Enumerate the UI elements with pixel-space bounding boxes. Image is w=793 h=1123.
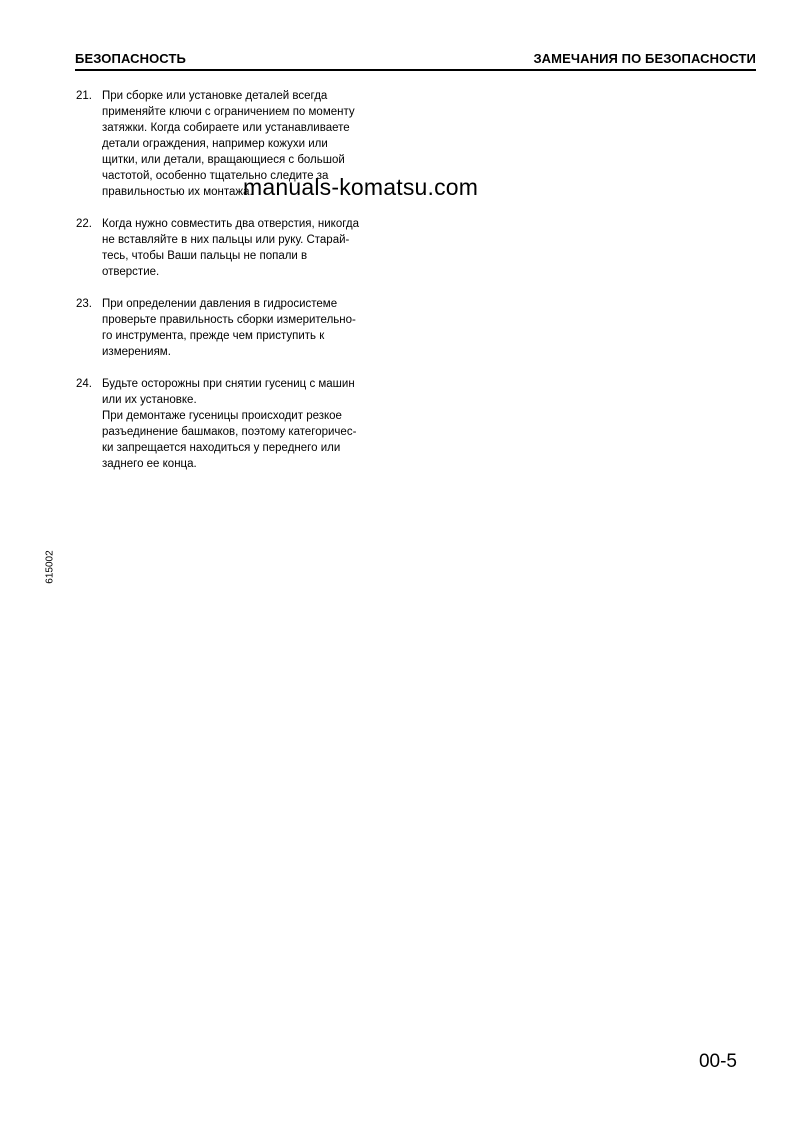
item-text-line: При сборке или установке деталей всегда	[102, 90, 328, 102]
item-text-line: заднего ее конца.	[102, 458, 197, 470]
item-text-line: или их установке.	[102, 394, 197, 406]
document-code-text: 615002	[44, 550, 56, 584]
page-header	[75, 49, 756, 71]
item-text-line: затяжки. Когда собираете или устанавливаете	[102, 122, 350, 134]
item-number: 21.	[76, 90, 92, 102]
item-text-line: частотой, особенно тщательно следите за	[102, 170, 329, 182]
item-text-line: тесь, чтобы Ваши пальцы не попали в	[102, 250, 308, 262]
item-number: 23.	[76, 298, 92, 310]
list-item-23	[76, 296, 396, 360]
item-text-line: При демонтаже гусеницы происходит резкое	[102, 410, 342, 422]
item-text-line: го инструмента, прежде чем приступить к	[102, 330, 325, 342]
watermark-text: manuals-komatsu.com	[243, 174, 479, 200]
item-text-line: правильностью их монтажа.	[102, 186, 253, 198]
item-text-line: отверстие.	[102, 266, 160, 278]
section-title: БЕЗОПАСНОСТЬ	[75, 51, 186, 66]
subsection-title: ЗАМЕЧАНИЯ ПО БЕЗОПАСНОСТИ	[533, 51, 756, 66]
item-text-line: применяйте ключи с ограничением по моменту	[102, 106, 355, 118]
item-number: 24.	[76, 378, 92, 390]
list-item-24	[76, 376, 396, 472]
item-text-line: измерениям.	[102, 346, 171, 358]
page-number: 00-5	[698, 1051, 737, 1072]
item-text-line: Когда нужно совместить два отверстия, никогда	[102, 218, 360, 230]
item-text-line: Будьте осторожны при снятии гусениц с машин	[102, 378, 355, 390]
item-text-line: При определении давления в гидросистеме	[102, 298, 338, 310]
item-text-line: ки запрещается находиться у переднего или	[102, 442, 341, 454]
item-text-line: щитки, или детали, вращающиеся с большой	[102, 154, 345, 166]
side-document-code	[42, 544, 58, 590]
item-text-line: проверьте правильность сборки измерительно-	[102, 314, 356, 326]
list-item-22	[76, 216, 396, 280]
item-text-line: не вставляйте в них пальцы или руку. Старай-	[102, 234, 350, 246]
item-text-line: разъединение башмаков, поэтому категоричес-	[102, 426, 357, 438]
item-text-line: детали ограждения, например кожухи или	[102, 138, 328, 150]
item-number: 22.	[76, 218, 92, 230]
safety-notes-list	[76, 88, 396, 488]
